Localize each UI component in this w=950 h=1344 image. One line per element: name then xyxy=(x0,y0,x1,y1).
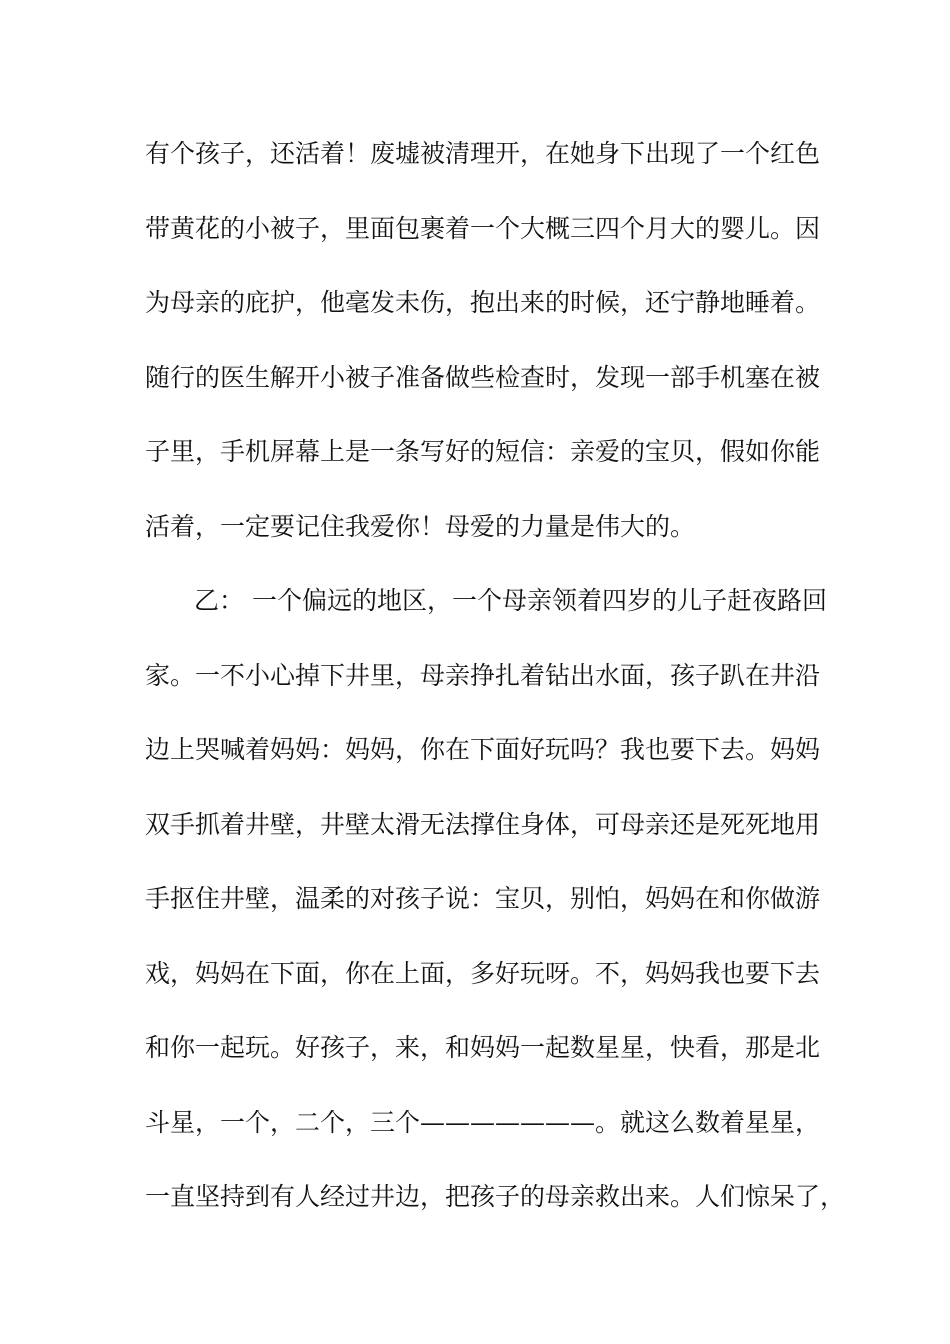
text-line: 有个孩子，还活着！废墟被清理开，在她身下出现了一个红色 xyxy=(145,139,821,168)
text-line: 手抠住井壁，温柔的对孩子说：宝贝，别怕，妈妈在和你做游 xyxy=(145,884,821,913)
text-line: 双手抓着井壁，井壁太滑无法撑住身体，可母亲还是死死地用 xyxy=(145,810,821,839)
text-line: 斗星，一个，二个，三个———————。就这么数着星星， xyxy=(145,1108,821,1137)
text-line: 家。一不小心掉下井里，母亲挣扎着钻出水面，孩子趴在井沿 xyxy=(145,661,821,690)
text-line: 为母亲的庇护，他毫发未伤，抱出来的时候，还宁静地睡着。 xyxy=(145,288,821,317)
text-line: 戏，妈妈在下面，你在上面，多好玩呀。不，妈妈我也要下去 xyxy=(145,959,821,988)
text-line: 和你一起玩。好孩子，来，和妈妈一起数星星，快看，那是北 xyxy=(145,1033,821,1062)
text-line: 边上哭喊着妈妈：妈妈，你在下面好玩吗？我也要下去。妈妈 xyxy=(145,735,821,764)
paragraph-start-line: 乙： 一个偏远的地区，一个母亲领着四岁的儿子赶夜路回 xyxy=(194,586,827,615)
text-line: 活着，一定要记住我爱你！母爱的力量是伟大的。 xyxy=(145,512,696,541)
text-line: 子里，手机屏幕上是一条写好的短信：亲爱的宝贝，假如你能 xyxy=(145,437,821,466)
text-line: 随行的医生解开小被子准备做些检查时，发现一部手机塞在被 xyxy=(145,363,821,392)
text-line: 一直坚持到有人经过井边，把孩子的母亲救出来。人们惊呆了， xyxy=(145,1182,846,1211)
text-line: 带黄花的小被子，里面包裹着一个大概三四个月大的婴儿。因 xyxy=(145,214,821,243)
